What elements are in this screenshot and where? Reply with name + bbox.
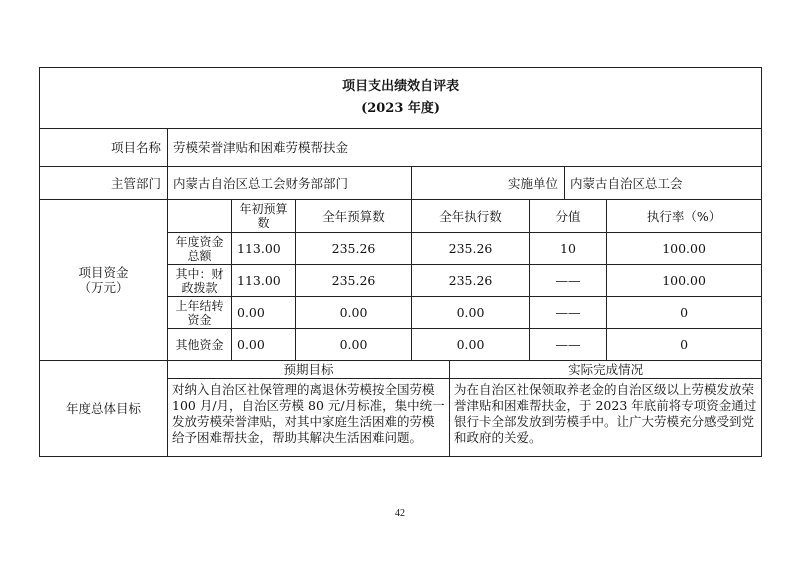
impl-value: 内蒙古自治区总工会	[565, 167, 762, 200]
cell-executed: 235.26	[412, 265, 530, 297]
goals-section-label: 年度总体目标	[40, 361, 168, 457]
funds-label-line1: 项目资金	[78, 265, 129, 280]
row-label: 其中：财政拨款	[168, 265, 232, 297]
cell-initial: 0.00	[232, 297, 296, 329]
cell-executed: 0.00	[412, 329, 530, 361]
cell-score-value: ——	[530, 297, 607, 329]
performance-table	[39, 67, 762, 457]
page-number: 42	[395, 508, 405, 519]
cell-score-value: ——	[530, 265, 607, 297]
cell-annual-budget: 0.00	[296, 297, 412, 329]
cell-rate: 100.00	[607, 233, 762, 265]
project-name-value: 劳模荣誉津贴和困难劳模帮扶金	[168, 129, 762, 167]
cell-initial: 0.00	[232, 329, 296, 361]
cell-annual-budget: 235.26	[296, 265, 412, 297]
project-name-label: 项目名称	[40, 129, 168, 167]
header-annual-budget: 全年预算数	[296, 200, 412, 233]
cell-executed: 0.00	[412, 297, 530, 329]
expected-goal-text: 对纳入自治区社保管理的离退休劳模按全国劳模100 月/月，自治区劳模 80 元/月标准，集中统一发放劳模荣誉津贴，对其中家庭生活困难的劳模给予困难帮扶金，帮助其解决生活困难问题。	[168, 379, 450, 457]
cell-score-value: 10	[530, 233, 607, 265]
dept-label: 主管部门	[40, 167, 168, 200]
title-cell	[40, 68, 762, 129]
cell-executed: 235.26	[412, 233, 530, 265]
impl-label: 实施单位	[412, 167, 565, 200]
row-label: 其他资金	[168, 329, 232, 361]
cell-rate: 0	[607, 329, 762, 361]
cell-initial: 113.00	[232, 265, 296, 297]
funds-section-label	[40, 200, 168, 361]
cell-rate: 100.00	[607, 265, 762, 297]
expected-header: 预期目标	[168, 361, 450, 379]
row-label: 年度资金总额	[168, 233, 232, 265]
cell-rate: 0	[607, 297, 762, 329]
header-executed: 全年执行数	[412, 200, 530, 233]
row-label: 上年结转资金	[168, 297, 232, 329]
cell-initial: 113.00	[232, 233, 296, 265]
header-rate: 执行率（%）	[607, 200, 762, 233]
actual-header: 实际完成情况	[450, 361, 762, 379]
funds-corner	[168, 200, 232, 233]
cell-annual-budget: 0.00	[296, 329, 412, 361]
header-initial: 年初预算数	[232, 200, 296, 233]
document-title: 项目支出绩效自评表	[342, 79, 460, 94]
cell-score-value: ——	[530, 329, 607, 361]
document-year: (2023 年度)	[361, 101, 441, 116]
header-score-value: 分值	[530, 200, 607, 233]
actual-result-text: 为在自治区社保领取养老金的自治区级以上劳模发放荣誉津贴和困难帮扶金，于 2023 年底前将专项资金通过银行卡全部发放到劳模手中。让广大劳模充分感受到党和政府的关爱。	[450, 379, 762, 457]
funds-label-line2: （万元）	[78, 280, 129, 295]
dept-value: 内蒙古自治区总工会财务部部门	[168, 167, 412, 200]
cell-annual-budget: 235.26	[296, 233, 412, 265]
